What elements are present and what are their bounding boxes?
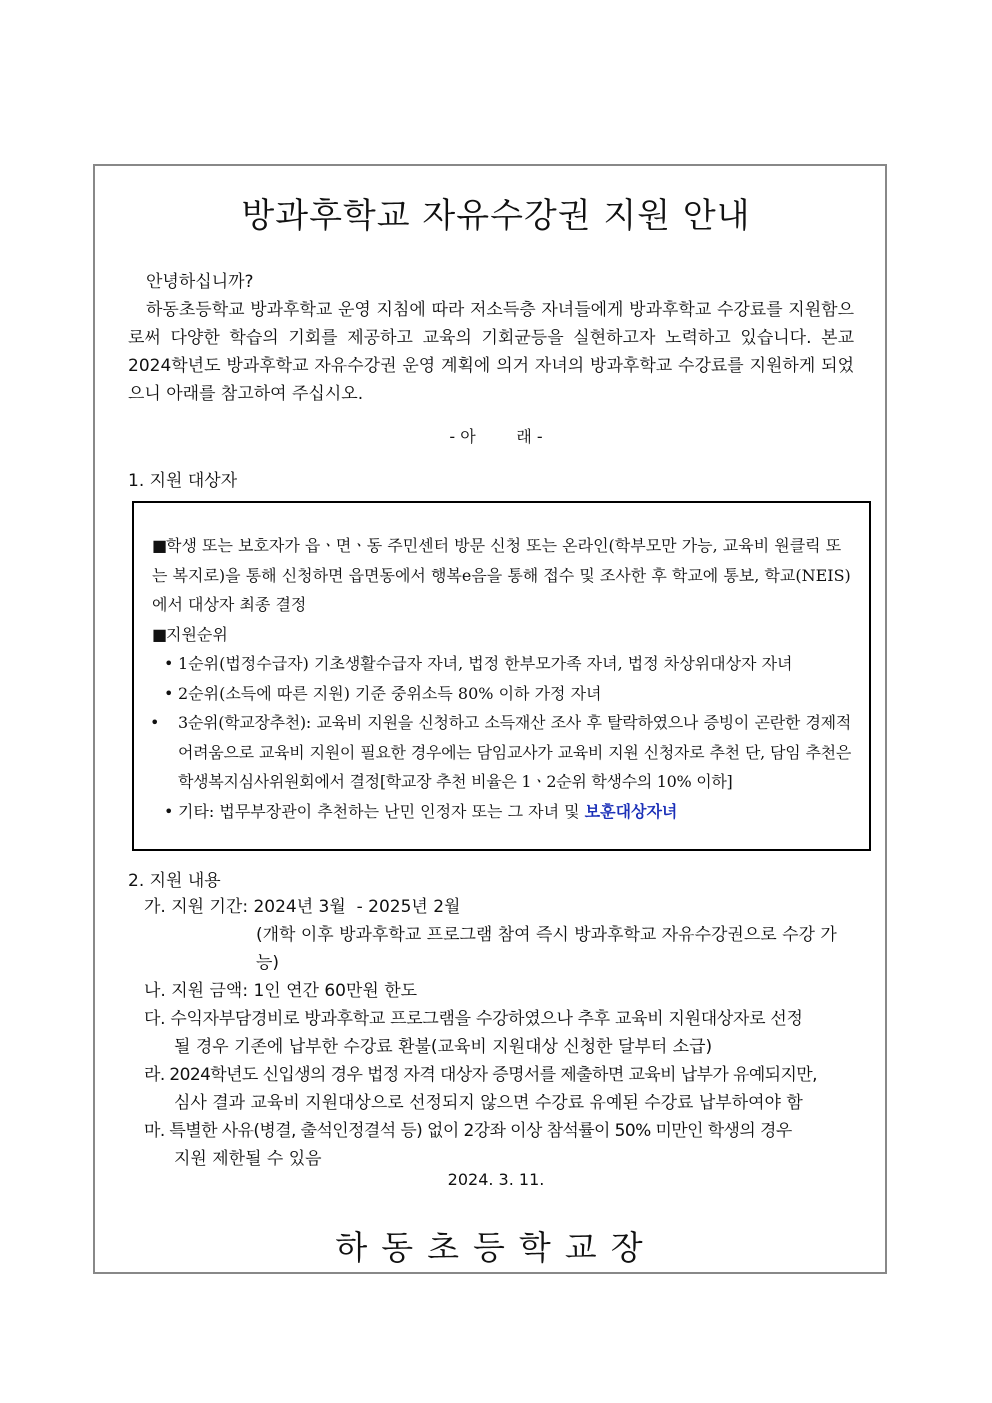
arae-heading: - 아 래 - <box>449 427 543 446</box>
rank-text: 2순위(소득에 따른 지원) 기준 중위소득 80% 이하 가정 자녀 <box>178 683 602 703</box>
support-details <box>144 893 856 1173</box>
etc-highlight: 보훈대상자녀 <box>584 801 678 821</box>
detail-refund-cont: 될 경우 기존에 납부한 수강료 환불(교육비 지원대상 신청한 달부터 소급) <box>174 1037 713 1057</box>
detail-freshman-cont: 심사 결과 교육비 지원대상으로 선정되지 않으면 수강료 유예된 수강료 납부하여야 함 <box>174 1093 803 1113</box>
eligibility-item-priority <box>152 620 851 650</box>
detail-restriction-cont: 지원 제한될 수 있음 <box>174 1149 322 1169</box>
intro-paragraph <box>128 268 854 408</box>
detail-restriction: 마. 특별한 사유(병결, 출석인정결석 등) 없이 2강좌 이상 참석률이 50% 미만인 학생의 경우 <box>144 1121 792 1141</box>
rank-item-1 <box>152 649 851 679</box>
rank-item-3 <box>152 708 851 797</box>
eligibility-box <box>132 501 871 851</box>
item-text: 학생 또는 보호자가 읍ㆍ면ㆍ동 주민센터 방문 신청 또는 온라인(학부모만 가능, 교육비 원클릭 또는 복지로)을 통해 신청하면 읍면동에서 행복e음을 통해 접수 및 조사한 후 학교에 통보, 학교(NEIS)에서 대상자 최종 결정 <box>152 536 851 614</box>
rank-text: 3순위(학교장추천): 교육비 지원을 신청하고 소득재산 조사 후 탈락하였으나 증빙이 곤란한 경제적 어려움으로 교육비 지원이 필요한 경우에는 담임교사가 교육비 지원 신청자로 추천 단, 담임 추천은 학생복지심사위원회에서 결정[학교장 추천 비율은 1ㆍ2순위 학생수의 10% 이하] <box>178 713 851 791</box>
etc-text: 기타: 법무부장관이 추천하는 난민 인정자 또는 그 자녀 및 <box>178 801 585 821</box>
section2-heading: 2. 지원 내용 <box>128 871 221 891</box>
detail-refund: 다. 수익자부담경비로 방과후학교 프로그램을 수강하였으나 추후 교육비 지원대상자로 선정 <box>144 1009 803 1029</box>
principal-signature: 하동초등학교장 <box>335 1228 657 1267</box>
rank-text: 1순위(법정수급자) 기초생활수급자 자녀, 법정 한부모가족 자녀, 법정 차상위대상자 자녀 <box>178 654 793 673</box>
dot-bullet-icon: • <box>164 801 174 821</box>
page-title: 방과후학교 자유수강권 지원 안내 <box>241 196 751 236</box>
rank-item-etc <box>152 797 851 827</box>
eligibility-item-application <box>152 531 851 620</box>
dot-bullet-icon: • <box>164 683 174 703</box>
detail-period: 가. 지원 기간: 2024년 3월 - 2025년 2월 <box>144 897 461 917</box>
detail-freshman: 라. 2024학년도 신입생의 경우 법정 자격 대상자 증명서를 제출하면 교육비 납부가 유예되지만, <box>144 1065 817 1085</box>
dot-bullet-icon: • <box>150 713 160 732</box>
rank-item-2 <box>152 679 851 709</box>
dot-bullet-icon: • <box>164 654 174 673</box>
greeting: 안녕하십니까? <box>146 272 254 292</box>
item-text: 지원순위 <box>166 624 228 644</box>
issue-date: 2024. 3. 11. <box>447 1170 545 1189</box>
square-bullet-icon: ■ <box>152 536 168 555</box>
detail-amount: 나. 지원 금액: 1인 연간 60만원 한도 <box>144 981 418 1001</box>
intro-body: 하동초등학교 방과후학교 운영 지침에 따라 저소득층 자녀들에게 방과후학교 수강료를 지원함으로써 다양한 학습의 기회를 제공하고 교육의 기회균등을 실현하고자 노력하고 있습니다. 본교 2024학년도 방과후학교 자유수강권 운영 계획에 의거 자녀의 방과후학교 수강료를 지원하게 되었으니 아래를 참고하여 주십시오. <box>128 300 854 404</box>
detail-period-note: (개학 이후 방과후학교 프로그램 참여 즉시 방과후학교 자유수강권으로 수강 가능) <box>256 925 837 973</box>
square-bullet-icon: ■ <box>152 624 168 644</box>
section1-heading: 1. 지원 대상자 <box>128 471 238 491</box>
